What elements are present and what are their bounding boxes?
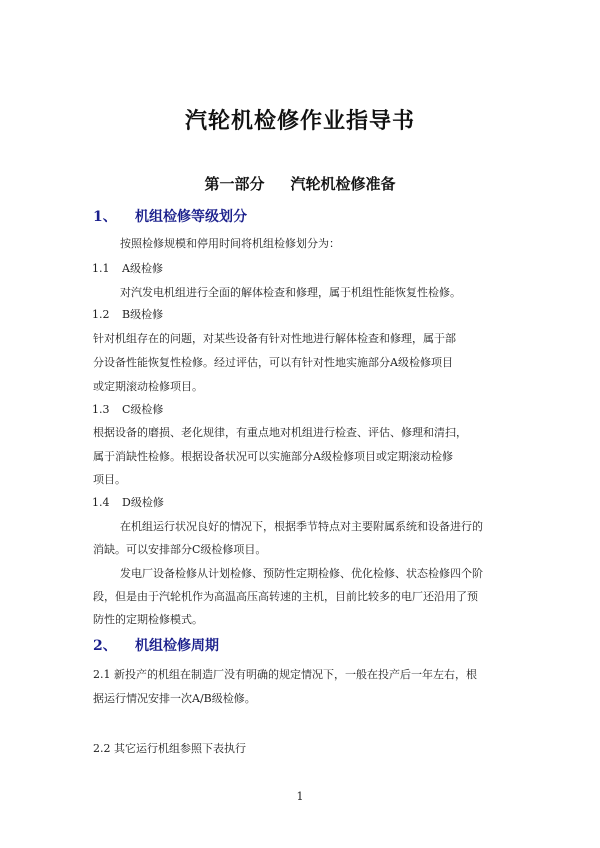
item-1-3-label: C级检修 bbox=[122, 403, 164, 416]
item-1-1-number: 1.1 bbox=[92, 262, 110, 275]
closing-line-2: 段，但是由于汽轮机作为高温高压高转速的主机，目前比较多的电厂还沿用了预 bbox=[93, 590, 478, 603]
para-2-1-line-1: 2.1 新投产的机组在制造厂没有明确的规定情况下，一般在投产后一年左右，根 bbox=[93, 668, 477, 681]
item-1-4-label: D级检修 bbox=[122, 496, 164, 509]
item-1-3-text-line-3: 项目。 bbox=[93, 473, 126, 486]
item-1-2-number: 1.2 bbox=[92, 308, 110, 321]
section-1-heading bbox=[93, 206, 247, 226]
item-1-4-number: 1.4 bbox=[92, 496, 110, 509]
item-1-3-text-line-2: 属于消缺性检修。根据设备状况可以实施部分A级检修项目或定期滚动检修 bbox=[93, 450, 453, 463]
section-2-number: 2、 bbox=[93, 638, 117, 654]
section-1-number: 1、 bbox=[93, 209, 117, 225]
page-number: 1 bbox=[296, 790, 304, 803]
item-1-2-text-line-2: 分设备性能恢复性检修。经过评估，可以有针对性地实施部分A级检修项目 bbox=[93, 356, 453, 369]
item-1-1-text: 对汽发电机组进行全面的解体检查和修理，属于机组性能恢复性检修。 bbox=[120, 286, 461, 299]
part-label: 第一部分 bbox=[204, 175, 265, 193]
section-1-intro: 按照检修规模和停用时间将机组检修划分为： bbox=[120, 237, 340, 250]
section-2-title: 机组检修周期 bbox=[135, 638, 219, 654]
item-1-3-number: 1.3 bbox=[92, 403, 110, 416]
section-1-title: 机组检修等级划分 bbox=[135, 209, 247, 225]
item-1-4-heading bbox=[92, 494, 164, 510]
item-1-4-text-line-2: 消缺。可以安排部分C级检修项目。 bbox=[93, 543, 267, 556]
part-name: 汽轮机检修准备 bbox=[290, 175, 396, 193]
item-1-2-text-line-1: 针对机组存在的问题，对某些设备有针对性地进行解体检查和修理，属于部 bbox=[93, 332, 456, 345]
item-1-1-heading bbox=[92, 260, 163, 276]
section-2-heading bbox=[93, 635, 219, 655]
item-1-1-label: A级检修 bbox=[122, 262, 163, 275]
para-2-2: 2.2 其它运行机组参照下表执行 bbox=[93, 742, 246, 755]
item-1-2-text-line-3: 或定期滚动检修项目。 bbox=[93, 380, 203, 393]
closing-line-1: 发电厂设备检修从计划检修、预防性定期检修、优化检修、状态检修四个阶 bbox=[120, 567, 483, 580]
item-1-3-heading bbox=[92, 401, 163, 417]
item-1-3-text-line-1: 根据设备的磨损、老化规律，有重点地对机组进行检查、评估、修理和清扫， bbox=[93, 426, 467, 439]
closing-line-3: 防性的定期检修模式。 bbox=[93, 613, 203, 626]
item-1-2-heading bbox=[92, 306, 163, 322]
document-title: 汽轮机检修作业指导书 bbox=[184, 108, 415, 134]
item-1-2-label: B级检修 bbox=[122, 308, 164, 321]
part-heading bbox=[0, 173, 600, 194]
para-2-1-line-2: 据运行情况安排一次A/B级检修。 bbox=[93, 692, 256, 705]
item-1-4-text-line-1: 在机组运行状况良好的情况下，根据季节特点对主要附属系统和设备进行的 bbox=[120, 520, 483, 533]
